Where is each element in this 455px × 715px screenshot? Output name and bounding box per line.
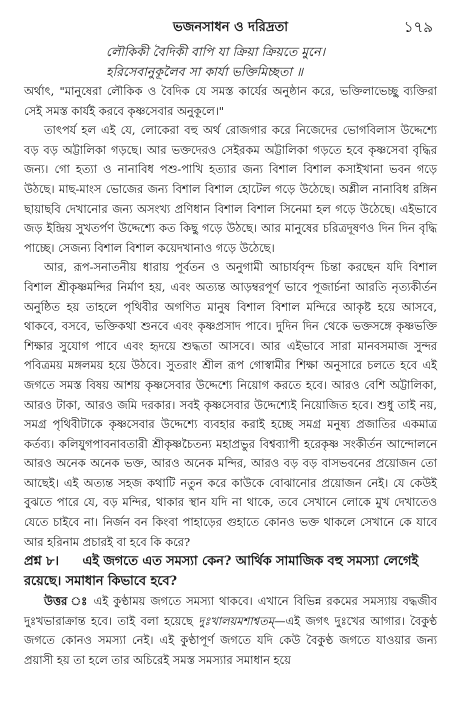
- translation-text: "মানুষেরা লৌকিক ও বৈদিক যে সমস্ত কার্যের অনুষ্ঠান করে, ভক্তিলাভেচ্ছু ব্যক্তিরা সেই সমস্ত কার্যই করবে কৃষ্ণসেবার অনুকূলে।": [24, 84, 437, 118]
- running-head: [24, 14, 437, 42]
- translation-label: অর্থাৎ,: [24, 84, 55, 98]
- translation: [24, 82, 437, 121]
- paragraph-purport: [24, 121, 437, 258]
- paragraph-text: আর, রূপ-সনাতনীয় ধারায় পূর্বতন ও অনুগামী আচার্যবৃন্দ চিন্তা করছেন যদি বিশাল বিশাল শ্রীকৃষ্ণমন্দির নির্মাণ হয়, এবং অত্যন্ত আড়ম্বরপূর্ণ ভাবে পূজার্চনা আরতি নৃত্যকীর্তন অনুষ্ঠিত হয় তাহলে পৃথিবীর অগণিত মানুষ বিশাল বিশাল মন্দিরে আকৃষ্ট হয়ে আসবে, থাকবে, বসবে, ভক্তিকথা শুনবে এবং কৃষ্ণপ্রসাদ পাবে। দুদিন দিন থেকে ভক্তসঙ্গে কৃষ্ণভক্তি শিক্ষার সুযোগ পাবে এবং হৃদয়ে শুদ্ধতা আসবে। আর এইভাবে সারা মানবসমাজ সুন্দর পবিত্রময় মঙ্গলময় হয়ে উঠবে। সুতরাং শ্রীল রূপ গোস্বামীর শিক্ষা অনুসারে চলতে হবে এই জগতে সমস্ত বিষয় আশয় কৃষ্ণসেবার উদ্দেশ্যে নিয়োগ করতে হবে। আরও বেশি অট্টালিকা, আরও টাকা, আরও জমি দরকার। সবই কৃষ্ণসেবার উদ্দেশ্যেই নিয়োজিত হবে। শুধু তাই নয়, সমগ্র পৃথিবীটাকে কৃষ্ণসেবার উদ্দেশ্যে ব্যবহার করাই হচ্ছে সমগ্র মনুষ্য প্রজাতির একমাত্র কর্তব্য। কলিযুগপাবনাবতারী শ্রীকৃষ্ণচৈতন্য মহাপ্রভুর বিশ্বব্যাপী হরেকৃষ্ণ সংকীর্তন আন্দোলনে আরও অনেক অনেক ভক্ত, আরও অনেক মন্দির, আরও বড় বড় বাসভবনের প্রয়োজন তো আছেই। এই অত্যন্ত সহজ কথাটি নতুন করে কাউকে বোঝানোর প্রয়োজন নেই। যে কেউই বুঝতে পারে যে, বড় মন্দির, থাকার স্থান যদি না থাকে, তবে সেখানে লোকে মুখ দেখাতেও যেতে চাইবে না। নির্জন বন কিংবা পাহাড়ের গুহাতে কোনও ভক্ত থাকলে সেখানে কে যাবে আর হরিনাম প্রচারই বা হবে কি করে?: [24, 260, 437, 549]
- paragraph-acharyas: [24, 258, 437, 552]
- answer-paragraph: [24, 592, 437, 670]
- sanskrit-verse: [106, 42, 437, 82]
- answer-text-before: এই কুণ্ঠাময় জগতে সমস্যা থাকবে। এখানে বিভিন্ন রকমের সমস্যায় বদ্ধজীব দুঃখভারাক্রান্ত হবে। তাই বলা হয়েছে: [24, 594, 437, 628]
- paragraph-text: তাৎপর্য হল এই যে, লোকেরা বহু অর্থ রোজগার করে নিজেদের ভোগবিলাস উদ্দেশ্যে বড় বড় অট্টালিকা গড়ছে। আর ভক্তদেরও সেইরকম অট্টালিকা গড়তে হবে কৃষ্ণসেবা বৃদ্ধির জন্য। গো হত্যা ও নানাবিধ পশু-পাখি হত্যার জন্য বিশাল বিশাল কসাইখানা ভবন গড়ে উঠছে। মাছ-মাংস ভোজের জন্য বিশাল বিশাল হোটেল গড়ে উঠেছে। অশ্লীল নানাবিধ রঙ্গিন ছায়াছবি দেখানোর জন্য অসংখ্য প্রণিধান বিশাল বিশাল সিনেমা হল গড়ে উঠেছে। এইভাবে জড় ইন্দ্রিয় সুখতর্পণ উদ্দেশ্যে কত কিছু গড়ে উঠছে। আর মানুষের চরিত্রদূষণও দিন দিন বৃদ্ধি পাচ্ছে। সেজন্য বিশাল বিশাল কয়েদখানাও গড়ে উঠেছে।: [24, 123, 437, 255]
- question-heading: [24, 552, 437, 592]
- question-label: প্রশ্ন ৮।: [24, 554, 59, 570]
- answer-label: উত্তর ঃ: [44, 594, 89, 609]
- question-text: এই জগতে এত সমস্যা কেন? আর্থিক সামাজিক বহু সমস্যা লেগেই রয়েছে। সমাধান কিভাবে হবে?: [24, 554, 419, 590]
- running-title: ভজনসাধন ও দরিদ্রতা: [173, 20, 288, 35]
- verse-line-2: হরিসেবানুকূলৈব সা কার্যা ভক্তিমিচ্ছতা ॥: [106, 64, 304, 79]
- page-number: ১৭৯: [403, 18, 433, 36]
- answer-text-after: —এই জগৎ দুঃখের আগার। বৈকুণ্ঠ জগতে কোনও সমস্যা নেই। এই কুণ্ঠাপূর্ণ জগতে যদি কেউ বৈকুণ্ঠ জগতে যাওয়ার জন্য প্রয়াসী হয় তা হলে তার অচিরেই সমস্ত সমস্যার সমাধান হয়ে: [24, 613, 438, 668]
- answer-quote: দুঃখালয়মশাশ্বতম্: [198, 613, 275, 628]
- verse-line-1: লৌকিকী বৈদিকী বাপি যা ক্রিয়া ক্রিয়তে মুনে।: [106, 44, 326, 59]
